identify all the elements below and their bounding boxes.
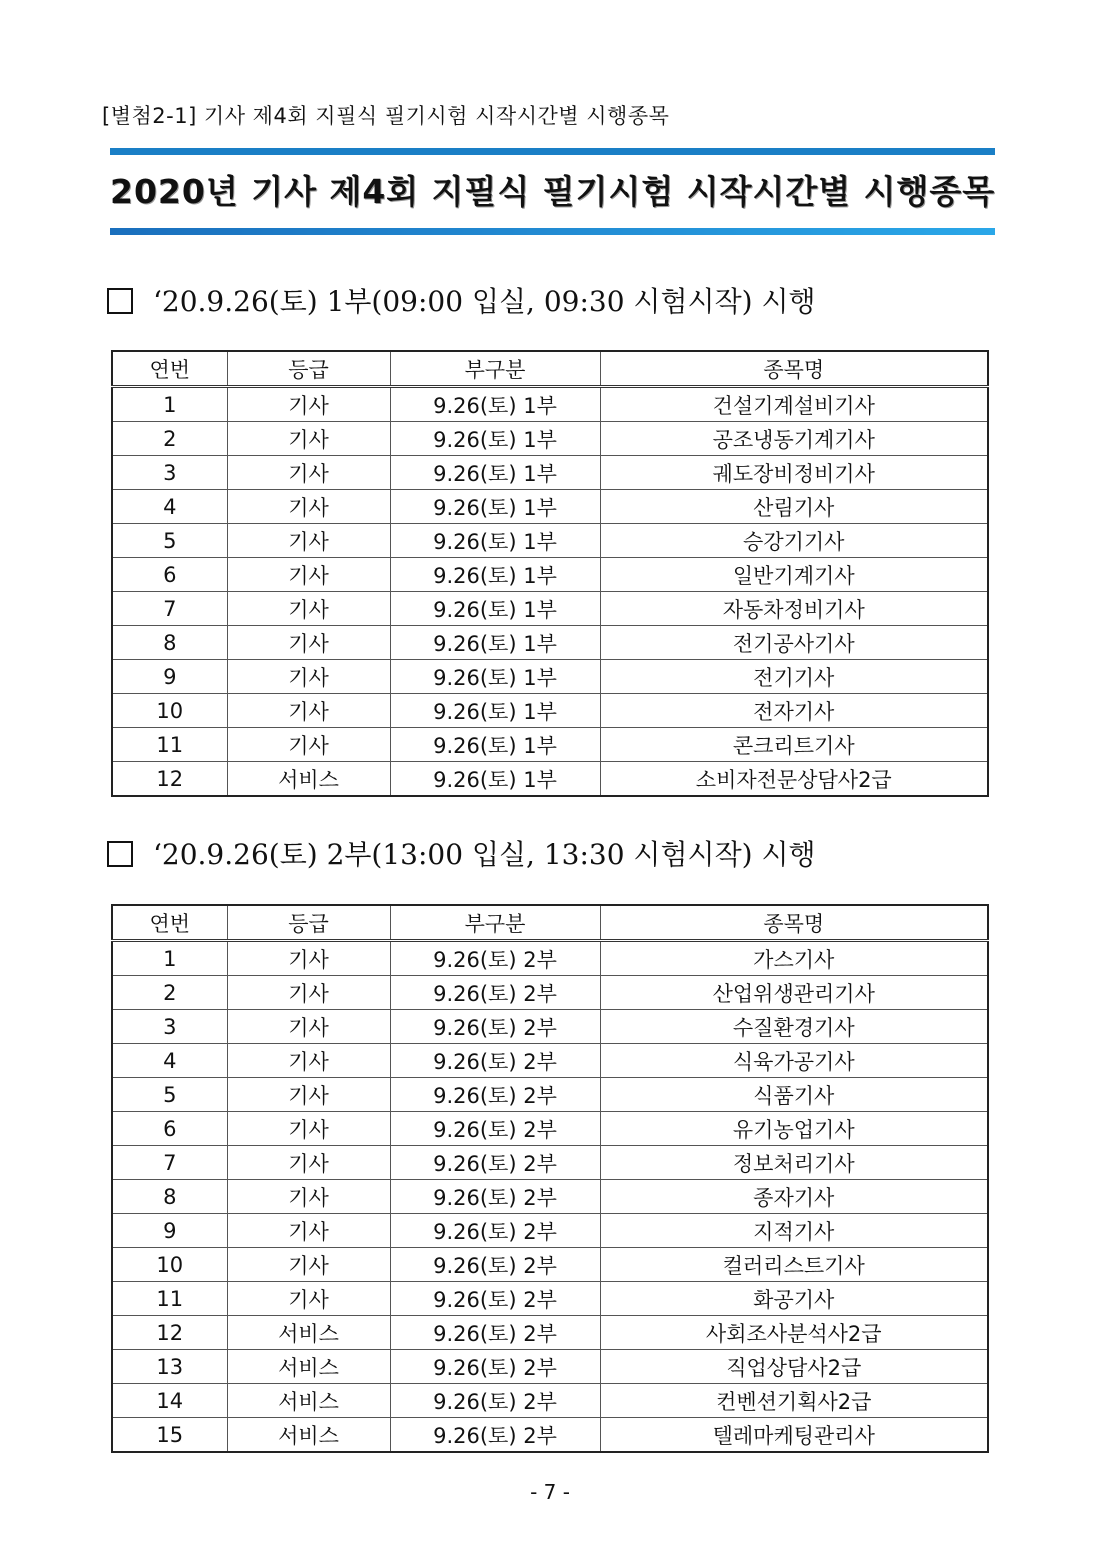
cell-no: 1 xyxy=(112,941,227,976)
table-row xyxy=(112,1384,988,1418)
cell-part: 9.26(토) 1부 xyxy=(390,422,600,456)
table-row xyxy=(112,941,988,976)
cell-no: 1 xyxy=(112,387,227,422)
table-row xyxy=(112,456,988,490)
cell-grade: 기사 xyxy=(227,1282,390,1316)
cell-part: 9.26(토) 2부 xyxy=(390,1146,600,1180)
cell-part: 9.26(토) 1부 xyxy=(390,490,600,524)
cell-part: 9.26(토) 1부 xyxy=(390,592,600,626)
table-row xyxy=(112,592,988,626)
cell-part: 9.26(토) 1부 xyxy=(390,524,600,558)
cell-grade: 기사 xyxy=(227,1248,390,1282)
cell-part: 9.26(토) 2부 xyxy=(390,1214,600,1248)
table-row xyxy=(112,1146,988,1180)
section2-table-body xyxy=(112,941,988,1453)
cell-no: 4 xyxy=(112,1044,227,1078)
cell-part: 9.26(토) 1부 xyxy=(390,762,600,797)
table-row xyxy=(112,1180,988,1214)
table-header-row xyxy=(112,351,988,387)
title-bar-top xyxy=(110,148,995,155)
cell-name: 수질환경기사 xyxy=(600,1010,988,1044)
cell-part: 9.26(토) 2부 xyxy=(390,976,600,1010)
cell-name: 컬러리스트기사 xyxy=(600,1248,988,1282)
cell-grade: 기사 xyxy=(227,1180,390,1214)
cell-grade: 기사 xyxy=(227,660,390,694)
cell-grade: 서비스 xyxy=(227,1418,390,1453)
cell-name: 전기공사기사 xyxy=(600,626,988,660)
cell-grade: 기사 xyxy=(227,1146,390,1180)
cell-no: 12 xyxy=(112,762,227,797)
cell-grade: 기사 xyxy=(227,976,390,1010)
cell-grade: 기사 xyxy=(227,558,390,592)
table-row xyxy=(112,1248,988,1282)
cell-no: 5 xyxy=(112,1078,227,1112)
cell-part: 9.26(토) 2부 xyxy=(390,1044,600,1078)
cell-grade: 기사 xyxy=(227,694,390,728)
table-row xyxy=(112,1112,988,1146)
cell-no: 11 xyxy=(112,1282,227,1316)
header-name: 종목명 xyxy=(600,905,988,941)
cell-no: 6 xyxy=(112,1112,227,1146)
cell-no: 7 xyxy=(112,1146,227,1180)
cell-part: 9.26(토) 1부 xyxy=(390,694,600,728)
table-row xyxy=(112,558,988,592)
cell-name: 직업상담사2급 xyxy=(600,1350,988,1384)
cell-grade: 기사 xyxy=(227,1112,390,1146)
cell-name: 산업위생관리기사 xyxy=(600,976,988,1010)
header-grade: 등급 xyxy=(227,351,390,387)
table-row xyxy=(112,1418,988,1453)
cell-name: 사회조사분석사2급 xyxy=(600,1316,988,1350)
cell-grade: 기사 xyxy=(227,1010,390,1044)
section1-heading-text: ‘20.9.26(토) 1부(09:00 입실, 09:30 시험시작) 시행 xyxy=(153,285,816,318)
cell-part: 9.26(토) 2부 xyxy=(390,1350,600,1384)
cell-grade: 기사 xyxy=(227,456,390,490)
cell-grade: 기사 xyxy=(227,592,390,626)
cell-no: 4 xyxy=(112,490,227,524)
cell-grade: 기사 xyxy=(227,422,390,456)
cell-no: 9 xyxy=(112,660,227,694)
cell-no: 3 xyxy=(112,1010,227,1044)
cell-name: 컨벤션기획사2급 xyxy=(600,1384,988,1418)
cell-part: 9.26(토) 1부 xyxy=(390,728,600,762)
cell-part: 9.26(토) 2부 xyxy=(390,1316,600,1350)
checkbox-square-icon xyxy=(107,841,133,867)
cell-grade: 서비스 xyxy=(227,762,390,797)
cell-name: 텔레마케팅관리사 xyxy=(600,1418,988,1453)
cell-grade: 기사 xyxy=(227,524,390,558)
cell-name: 일반기계기사 xyxy=(600,558,988,592)
cell-name: 정보처리기사 xyxy=(600,1146,988,1180)
cell-grade: 기사 xyxy=(227,728,390,762)
cell-grade: 기사 xyxy=(227,387,390,422)
checkbox-square-icon xyxy=(107,288,133,314)
cell-grade: 기사 xyxy=(227,1078,390,1112)
attachment-label: [별첨2-1] 기사 제4회 지필식 필기시험 시작시간별 시행종목 xyxy=(102,104,670,128)
table-row xyxy=(112,490,988,524)
cell-no: 10 xyxy=(112,694,227,728)
cell-part: 9.26(토) 1부 xyxy=(390,456,600,490)
table-row xyxy=(112,1214,988,1248)
header-grade: 등급 xyxy=(227,905,390,941)
section1-table xyxy=(111,350,989,797)
cell-name: 전자기사 xyxy=(600,694,988,728)
cell-grade: 서비스 xyxy=(227,1350,390,1384)
cell-no: 2 xyxy=(112,976,227,1010)
cell-part: 9.26(토) 2부 xyxy=(390,1248,600,1282)
cell-name: 공조냉동기계기사 xyxy=(600,422,988,456)
table-row xyxy=(112,1350,988,1384)
cell-name: 콘크리트기사 xyxy=(600,728,988,762)
table-row xyxy=(112,660,988,694)
cell-name: 유기농업기사 xyxy=(600,1112,988,1146)
cell-grade: 서비스 xyxy=(227,1316,390,1350)
cell-no: 8 xyxy=(112,1180,227,1214)
table-row xyxy=(112,1010,988,1044)
cell-name: 전기기사 xyxy=(600,660,988,694)
cell-no: 8 xyxy=(112,626,227,660)
header-no: 연번 xyxy=(112,351,227,387)
title-banner xyxy=(110,148,995,236)
section1-table-body xyxy=(112,387,988,797)
title-bar-bottom xyxy=(110,228,995,235)
cell-name: 산림기사 xyxy=(600,490,988,524)
header-name: 종목명 xyxy=(600,351,988,387)
table-row xyxy=(112,1282,988,1316)
cell-part: 9.26(토) 1부 xyxy=(390,558,600,592)
cell-part: 9.26(토) 2부 xyxy=(390,1078,600,1112)
cell-grade: 기사 xyxy=(227,941,390,976)
table-row xyxy=(112,1044,988,1078)
cell-no: 14 xyxy=(112,1384,227,1418)
cell-part: 9.26(토) 2부 xyxy=(390,1112,600,1146)
header-no: 연번 xyxy=(112,905,227,941)
cell-no: 12 xyxy=(112,1316,227,1350)
cell-grade: 기사 xyxy=(227,1214,390,1248)
cell-name: 화공기사 xyxy=(600,1282,988,1316)
cell-name: 식품기사 xyxy=(600,1078,988,1112)
cell-grade: 기사 xyxy=(227,490,390,524)
table-row xyxy=(112,1078,988,1112)
table-row xyxy=(112,422,988,456)
cell-name: 자동차정비기사 xyxy=(600,592,988,626)
table-row xyxy=(112,976,988,1010)
cell-part: 9.26(토) 2부 xyxy=(390,1384,600,1418)
cell-no: 2 xyxy=(112,422,227,456)
cell-part: 9.26(토) 1부 xyxy=(390,626,600,660)
cell-part: 9.26(토) 1부 xyxy=(390,387,600,422)
table-row xyxy=(112,1316,988,1350)
cell-part: 9.26(토) 2부 xyxy=(390,941,600,976)
section2-heading xyxy=(107,833,816,873)
cell-grade: 기사 xyxy=(227,1044,390,1078)
cell-part: 9.26(토) 2부 xyxy=(390,1010,600,1044)
cell-name: 지적기사 xyxy=(600,1214,988,1248)
table-row xyxy=(112,387,988,422)
cell-no: 7 xyxy=(112,592,227,626)
section1-heading xyxy=(107,280,816,320)
table-row xyxy=(112,626,988,660)
cell-name: 소비자전문상담사2급 xyxy=(600,762,988,797)
page-title: 2020년 기사 제4회 지필식 필기시험 시작시간별 시행종목 xyxy=(110,172,996,211)
cell-name: 승강기기사 xyxy=(600,524,988,558)
section2-table xyxy=(111,904,989,1453)
cell-part: 9.26(토) 2부 xyxy=(390,1180,600,1214)
cell-no: 9 xyxy=(112,1214,227,1248)
cell-name: 건설기계설비기사 xyxy=(600,387,988,422)
table-row xyxy=(112,524,988,558)
table-header-row xyxy=(112,905,988,941)
cell-name: 식육가공기사 xyxy=(600,1044,988,1078)
cell-no: 3 xyxy=(112,456,227,490)
section2-heading-text: ‘20.9.26(토) 2부(13:00 입실, 13:30 시험시작) 시행 xyxy=(153,838,816,871)
cell-no: 5 xyxy=(112,524,227,558)
cell-no: 6 xyxy=(112,558,227,592)
header-part: 부구분 xyxy=(390,351,600,387)
cell-grade: 서비스 xyxy=(227,1384,390,1418)
cell-name: 가스기사 xyxy=(600,941,988,976)
table-row xyxy=(112,728,988,762)
table-row xyxy=(112,762,988,797)
cell-part: 9.26(토) 2부 xyxy=(390,1418,600,1453)
cell-no: 11 xyxy=(112,728,227,762)
cell-part: 9.26(토) 2부 xyxy=(390,1282,600,1316)
header-part: 부구분 xyxy=(390,905,600,941)
cell-no: 10 xyxy=(112,1248,227,1282)
cell-name: 궤도장비정비기사 xyxy=(600,456,988,490)
page-number: - 7 - xyxy=(530,1480,570,1504)
cell-grade: 기사 xyxy=(227,626,390,660)
cell-no: 15 xyxy=(112,1418,227,1453)
cell-no: 13 xyxy=(112,1350,227,1384)
cell-part: 9.26(토) 1부 xyxy=(390,660,600,694)
cell-name: 종자기사 xyxy=(600,1180,988,1214)
table-row xyxy=(112,694,988,728)
